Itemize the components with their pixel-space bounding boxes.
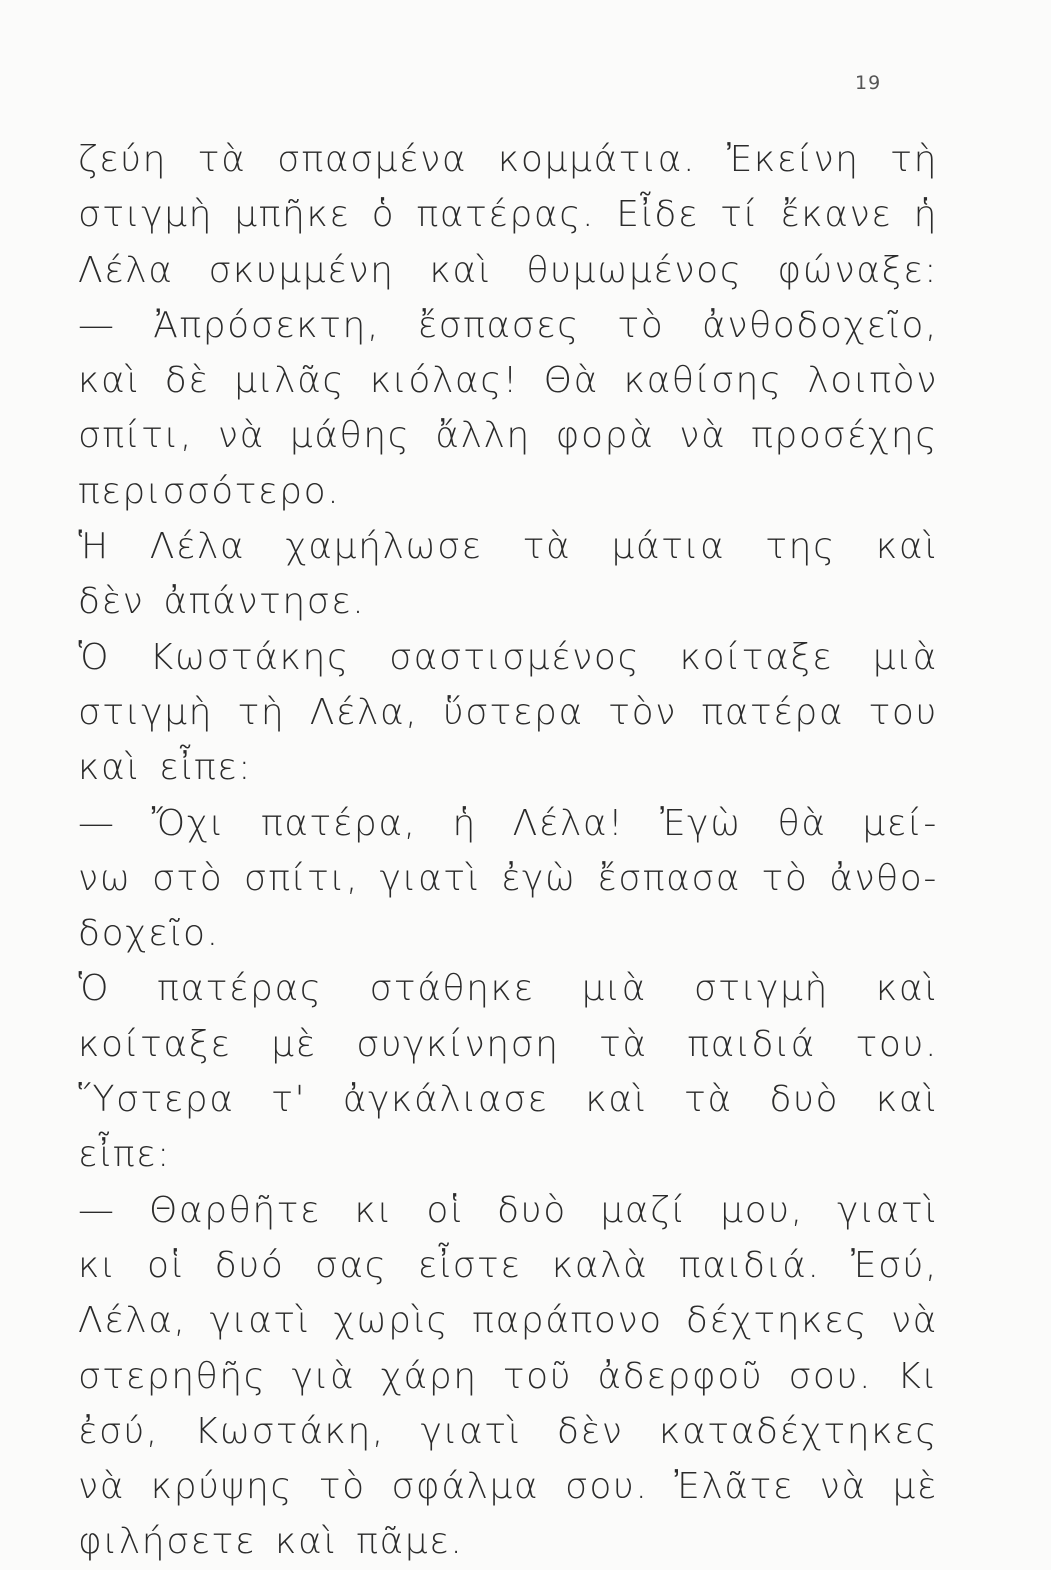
text-line: κι οἱ δυό σας εἶστε καλὰ παιδιά. Ἐσύ, <box>78 1244 938 1286</box>
text-line: δὲν ἀπάντησε. <box>78 581 366 623</box>
text-line: Λέλα, γιατὶ χωρὶς παράπονο δέχτηκες νὰ <box>78 1300 938 1342</box>
text-line: στερηθῆς γιὰ χάρη τοῦ ἀδερφοῦ σου. Κι <box>78 1355 938 1397</box>
text-line: στιγμὴ τὴ Λέλα, ὕστερα τὸν πατέρα του <box>78 691 938 733</box>
text-line: ἐσύ, Κωστάκη, γιατὶ δὲν καταδέχτηκες <box>78 1410 938 1452</box>
text-line: Ὕστερα τ' ἀγκάλιασε καὶ τὰ δυὸ καὶ <box>78 1079 938 1121</box>
text-line: Ὁ πατέρας στάθηκε μιὰ στιγμὴ καὶ <box>78 968 938 1010</box>
text-line: δοχεῖο. <box>78 913 220 955</box>
text-line: στιγμὴ μπῆκε ὁ πατέρας. Εἶδε τί ἔκανε ἡ <box>78 194 938 236</box>
text-line: — Ἀπρόσεκτη, ἔσπασες τὸ ἀνθοδοχεῖο, <box>78 304 938 346</box>
text-line: — Θαρθῆτε κι οἱ δυὸ μαζί μου, γιατὶ <box>78 1189 938 1231</box>
text-line: κοίταξε μὲ συγκίνηση τὰ παιδιά του. <box>78 1023 938 1065</box>
text-line: σπίτι, νὰ μάθης ἄλλη φορὰ νὰ προσέχης <box>78 415 938 457</box>
page-number: 19 <box>855 72 882 94</box>
text-line: νω στὸ σπίτι, γιατὶ ἐγὼ ἔσπασα τὸ ἀνθο- <box>78 857 938 899</box>
text-line: φιλήσετε καὶ πᾶμε. <box>78 1521 464 1563</box>
text-line: Ὁ Κωστάκης σαστισμένος κοίταξε μιὰ <box>78 636 938 678</box>
text-line: καὶ δὲ μιλᾶς κιόλας! Θὰ καθίσης λοιπὸν <box>78 360 938 402</box>
text-line: καὶ εἶπε: <box>78 747 253 789</box>
text-line: — Ὄχι πατέρα, ἡ Λέλα! Ἐγὼ θὰ μεί- <box>78 802 938 844</box>
text-line: Λέλα σκυμμένη καὶ θυμωμένος φώναξε: <box>78 249 938 291</box>
text-line: ζεύη τὰ σπασμένα κομμάτια. Ἐκείνη τὴ <box>78 139 938 180</box>
text-line: περισσότερο. <box>78 470 341 512</box>
body-text <box>78 132 938 1570</box>
text-line: Ἡ Λέλα χαμήλωσε τὰ μάτια της καὶ <box>78 526 938 568</box>
text-line: νὰ κρύψης τὸ σφάλμα σου. Ἐλᾶτε νὰ μὲ <box>78 1466 938 1508</box>
text-line: εἶπε: <box>78 1134 171 1176</box>
